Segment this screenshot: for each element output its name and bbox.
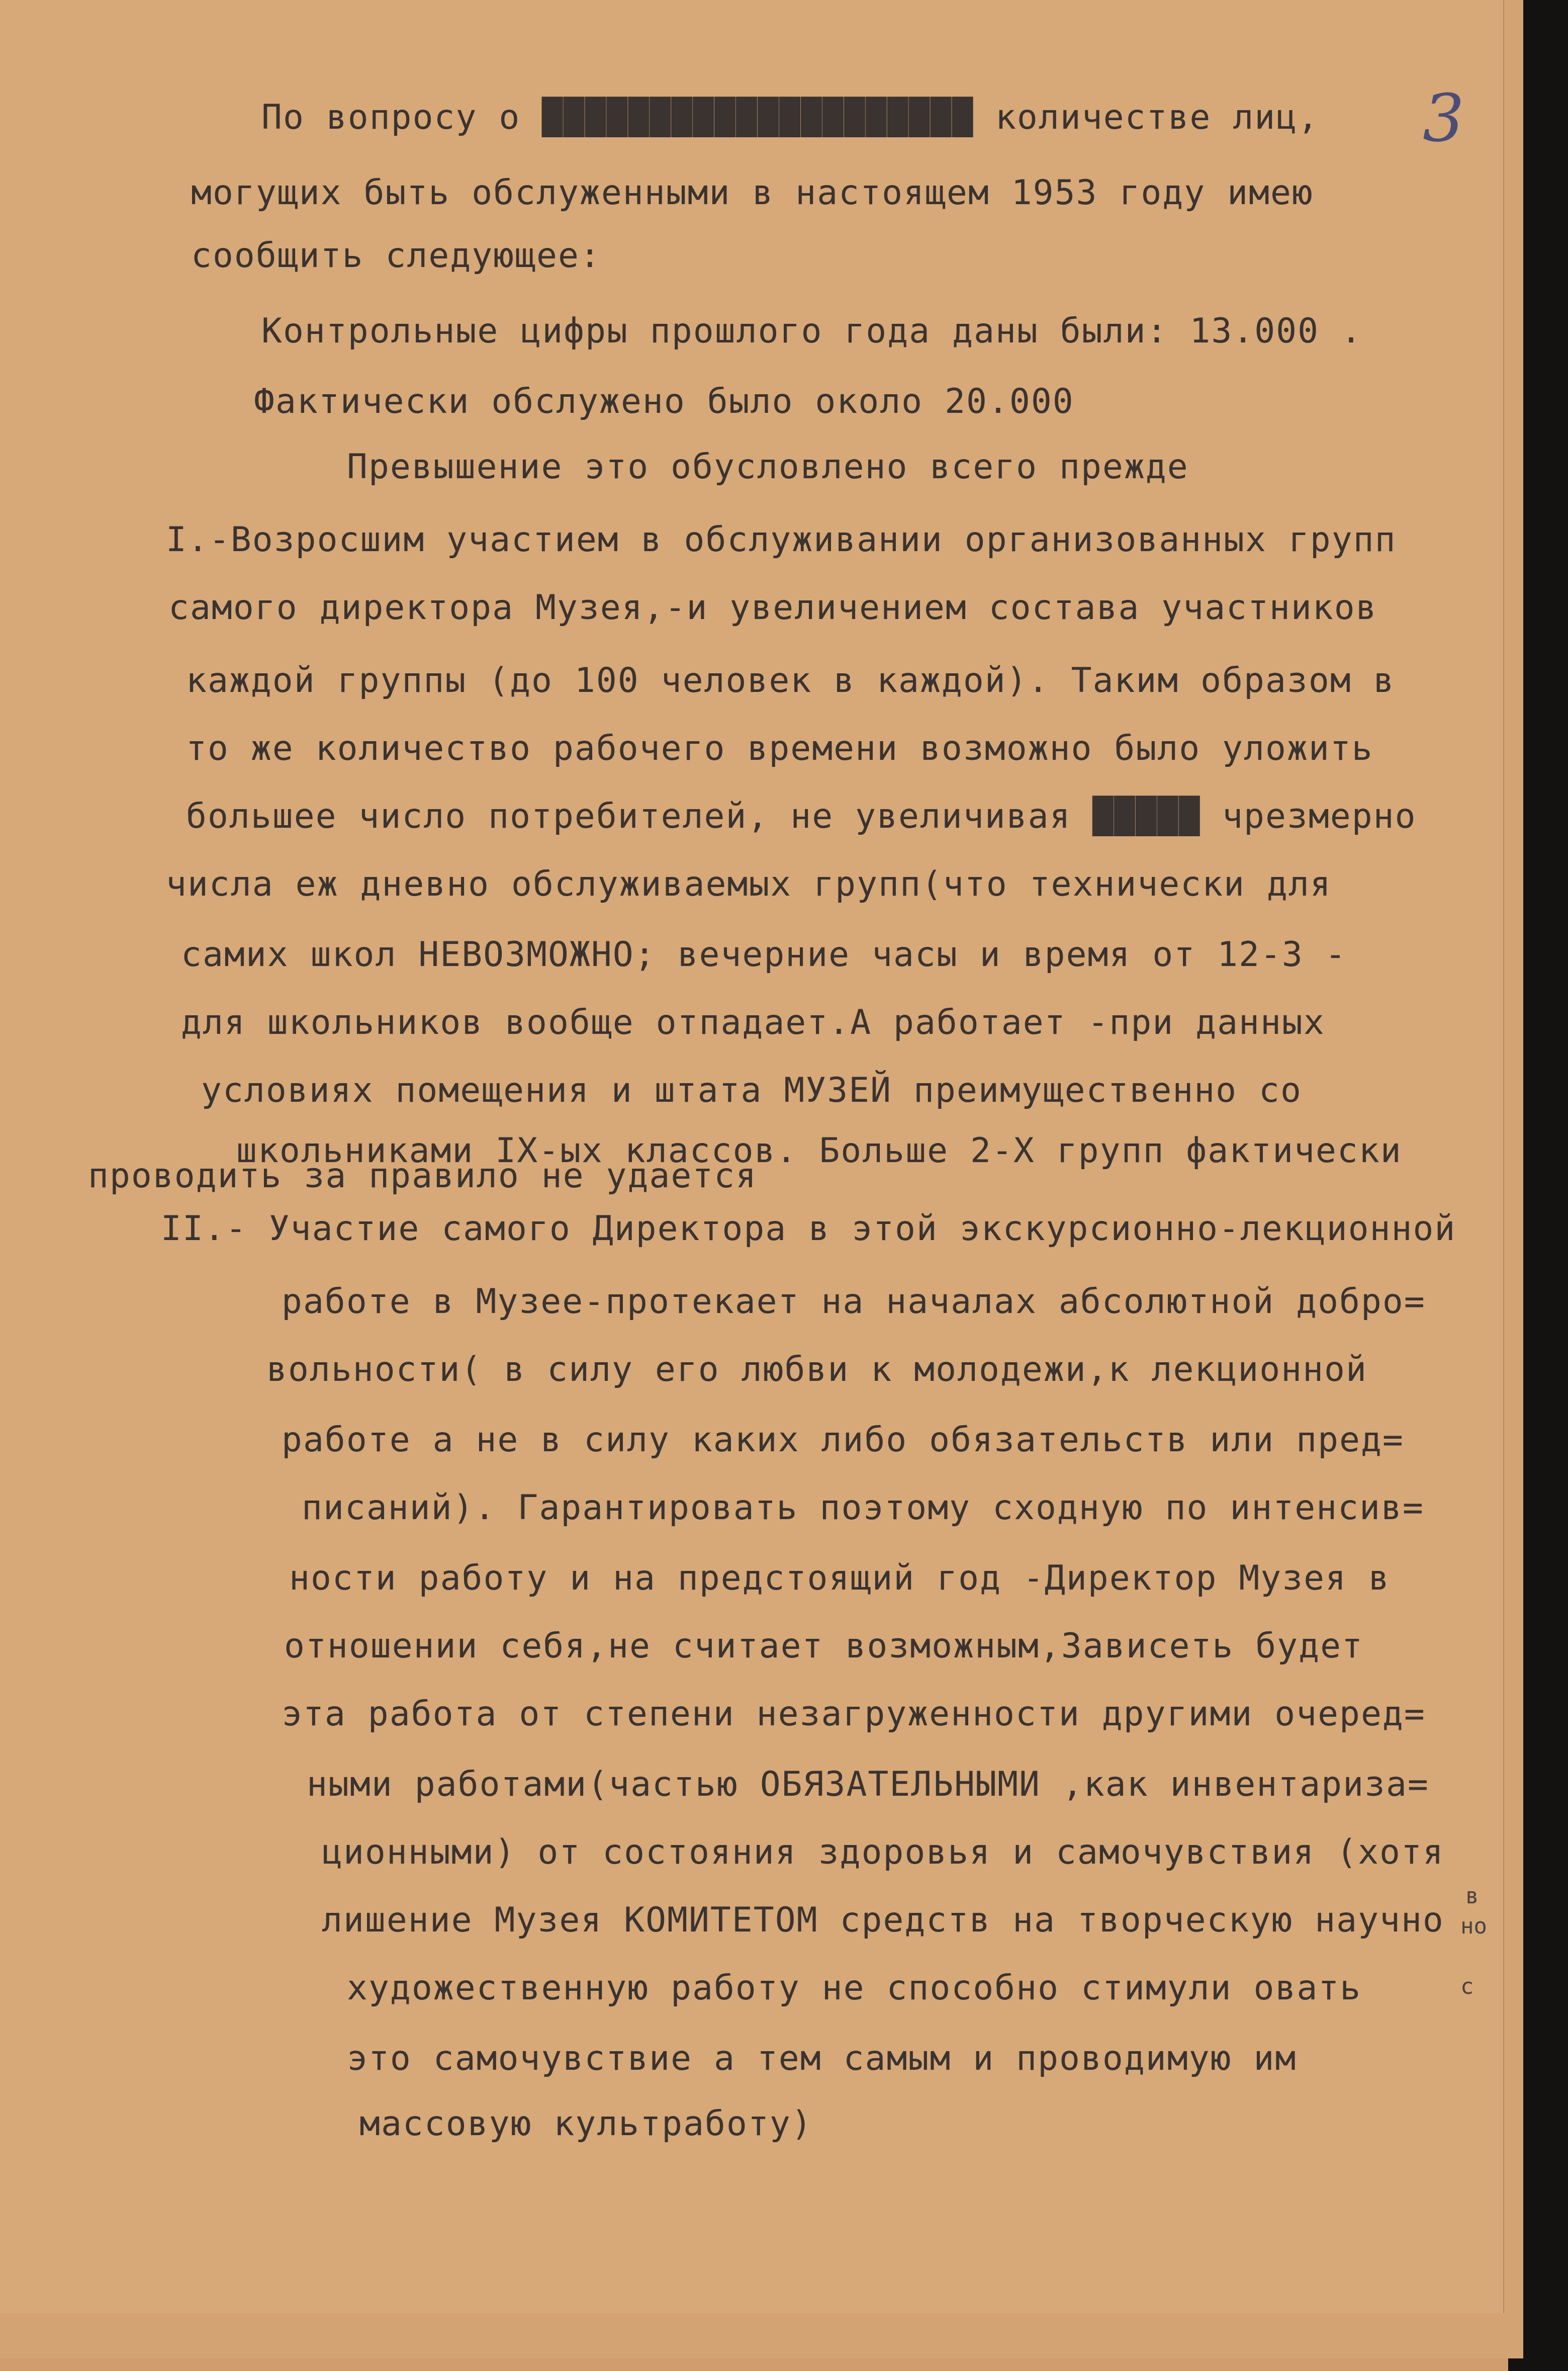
text-line: для школьников вообще отпадает.А работает -при данных [181,1003,1325,1042]
text-line: отношении себя,не считает возможным,Зависеть будет [284,1626,1363,1666]
text-line: писаний). Гарантировать поэтому сходную по интенсив= [302,1488,1424,1528]
text-line: сообщить следующее: [191,236,601,276]
text-line: Превышение это обусловлено всего прежде [347,447,1189,487]
text-line: проводить за правило не удается [88,1156,758,1196]
edge-mark: но [1460,1913,1487,1939]
text-line: лишение Музея КОМИТЕТОМ средств на творческую научно [322,1900,1444,1940]
text-line: могущих быть обслуженными в настоящем 1953 году имею [191,173,1314,213]
text-line: условиях помещения и штата МУЗЕЙ преимущественно со [201,1071,1302,1110]
text-line: ности работу и на предстоящий год -Директор Музея в [289,1558,1390,1598]
text-line: По вопросу о ████████████████████ количестве лиц, [261,98,1320,137]
page-number: 3 [1423,80,1464,156]
text-line: работе в Музее-протекает на началах абсолютной добро= [282,1282,1426,1322]
text-line: ными работами(частью ОБЯЗАТЕЛЬНЫМИ ,как инвентариза= [307,1765,1429,1804]
text-line: то же количество рабочего времени возможно было уложить [186,729,1373,768]
text-line: каждой группы (до 100 человек в каждой). Таким образом в [186,661,1395,700]
text-line: художественную работу не способно стимули овать [347,1968,1362,2008]
text-line: это самочувствие а тем самым и проводимую им [347,2039,1297,2078]
text-line: эта работа от степени незагруженности другими очеред= [282,1694,1426,1734]
text-line: вольности( в силу его любви к молодежи,к лекционной [266,1350,1367,1389]
edge-mark: с [1460,1974,1474,1999]
text-line: самого директора Музея,-и увеличением состава участников [168,588,1377,628]
text-line: массовую культработу) [359,2104,813,2144]
text-line: числа еж дневно обслуживаемых групп(что технически для [166,864,1332,904]
edge-mark: в [1465,1883,1479,1909]
text-line: I.-Возросшим участием в обслуживании организованных групп [166,520,1397,560]
text-line: работе а не в силу каких либо обязательств или пред= [282,1420,1404,1460]
text-line: Фактически обслужено было около 20.000 [254,382,1074,421]
text-line: ционными) от состояния здоровья и самочувствия (хотя [322,1832,1444,1872]
text-line: II.- Участие самого Директора в этой экскурсионно-лекционной [161,1209,1456,1249]
text-line: школьниками IX-ых классов. Больше 2-Х групп фактически [236,1131,1402,1171]
text-line: большее число потребителей, не увеличивая █████ чрезмерно [186,797,1417,836]
text-line: Контрольные цифры прошлого года даны были: 13.000 . [261,311,1362,351]
text-line: самих школ НЕВОЗМОЖНО; вечерние часы и время от 12-3 - [181,935,1347,975]
